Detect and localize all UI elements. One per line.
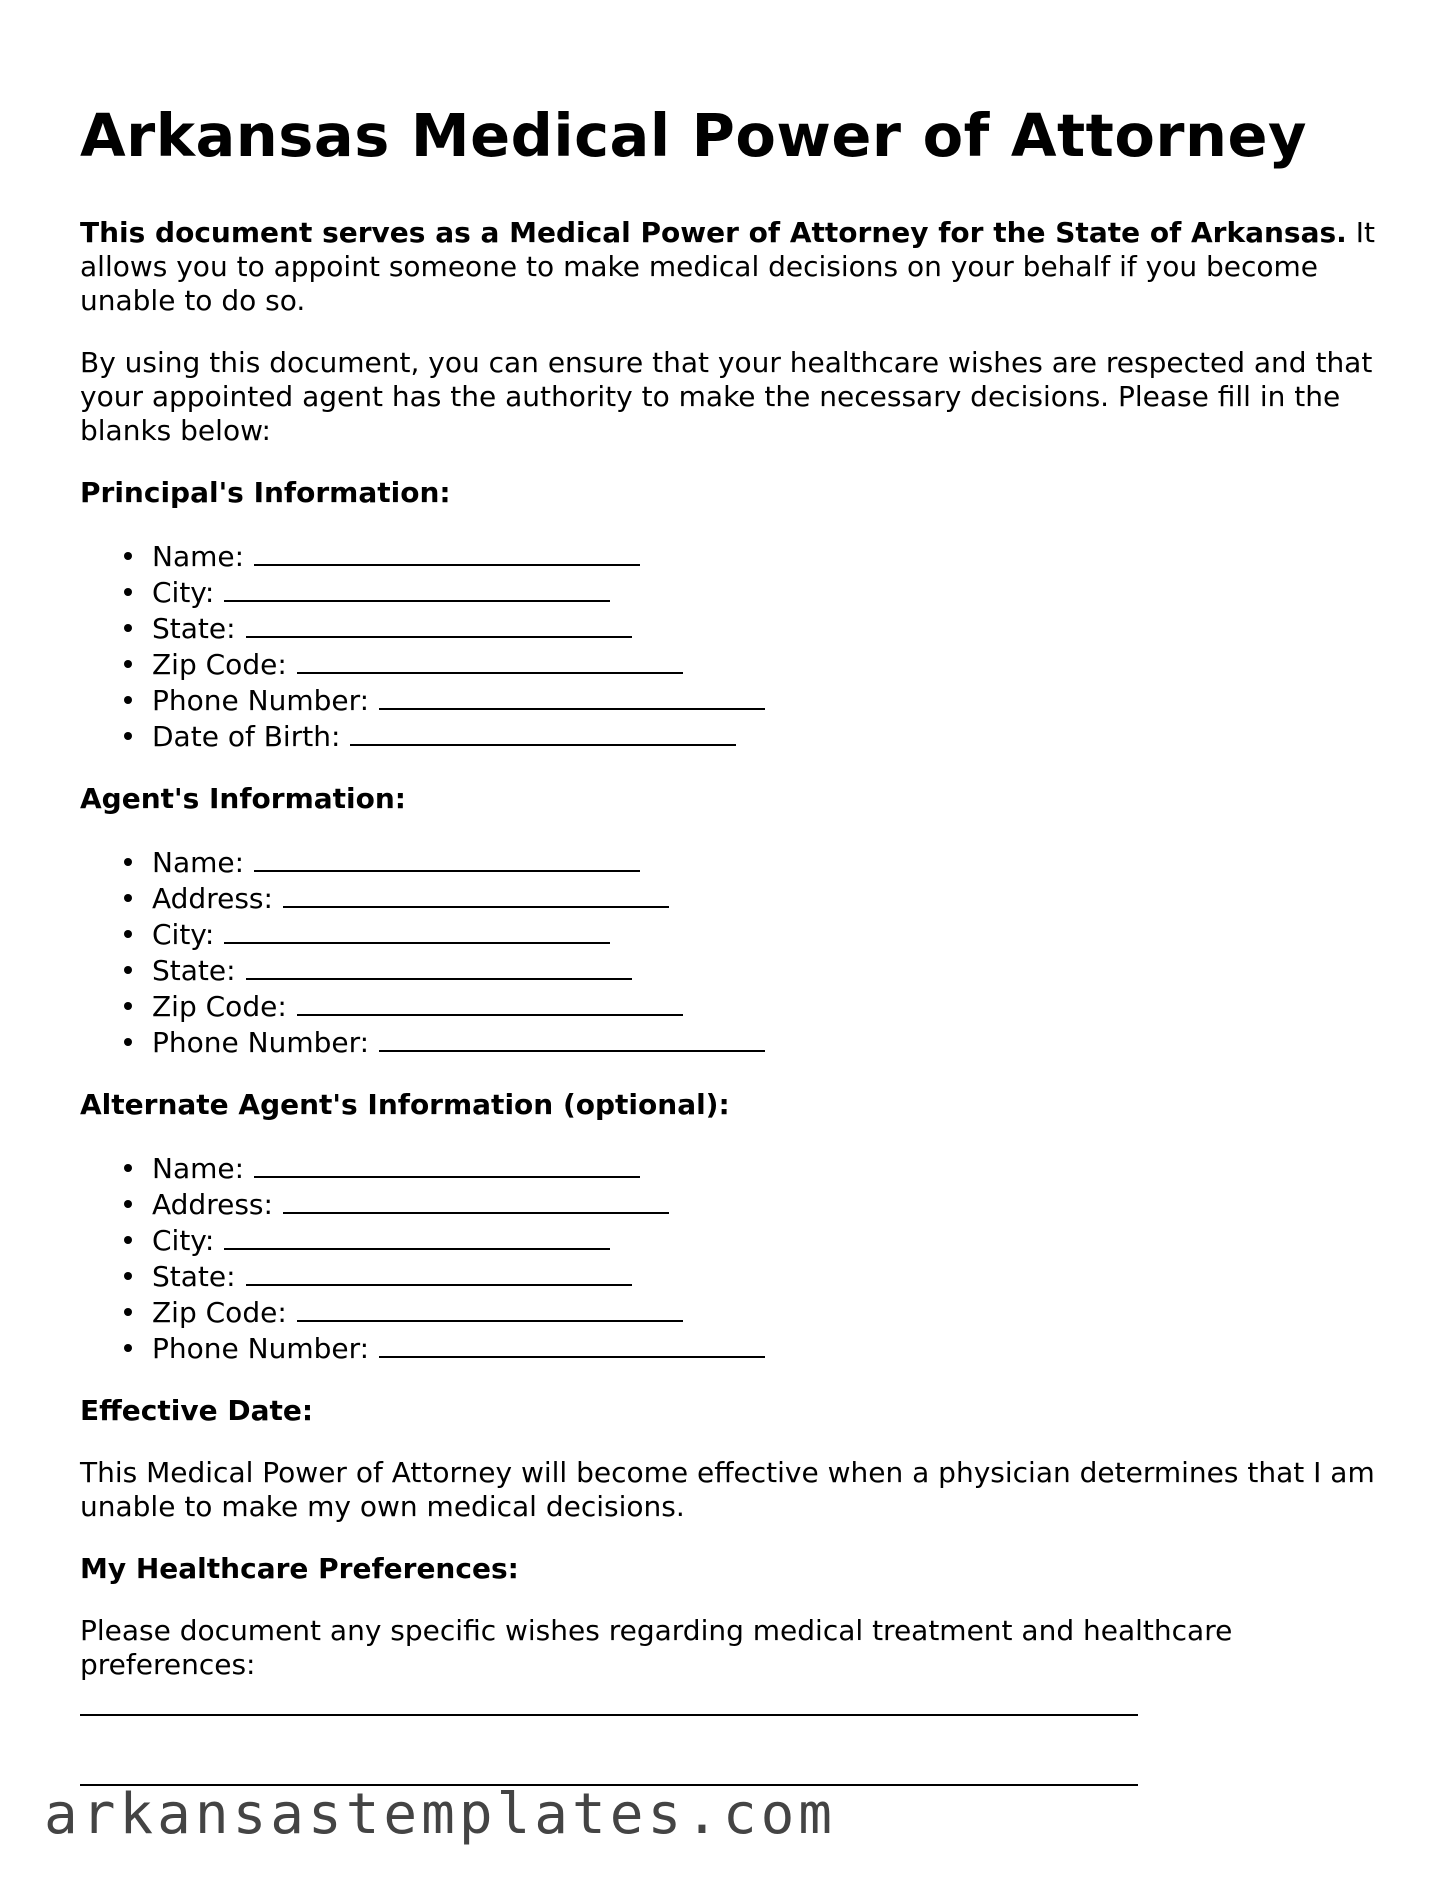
principal-city-blank[interactable] bbox=[224, 574, 610, 602]
preferences-line-1[interactable] bbox=[80, 1714, 1138, 1716]
agent-fields bbox=[80, 844, 1380, 1060]
effective-date-heading: Effective Date: bbox=[80, 1394, 314, 1427]
field-label: Phone Number: bbox=[152, 1332, 370, 1365]
document-title: Arkansas Medical Power of Attorney bbox=[80, 101, 1307, 170]
agent-zip-item bbox=[152, 988, 1380, 1024]
document-page bbox=[80, 96, 1380, 1854]
alt-agent-zip-item bbox=[152, 1294, 1380, 1330]
field-label: Date of Birth: bbox=[152, 720, 341, 753]
principal-phone-item bbox=[152, 682, 1380, 718]
principal-city-item bbox=[152, 574, 1380, 610]
principal-dob-blank[interactable] bbox=[350, 718, 736, 746]
field-label: State: bbox=[152, 954, 236, 987]
field-label: Phone Number: bbox=[152, 684, 370, 717]
field-label: Address: bbox=[152, 882, 273, 915]
field-label: City: bbox=[152, 576, 215, 609]
alt-agent-city-blank[interactable] bbox=[224, 1222, 610, 1250]
intro-paragraph bbox=[80, 216, 1380, 318]
alt-agent-zip-blank[interactable] bbox=[297, 1294, 683, 1322]
alt-agent-name-blank[interactable] bbox=[254, 1150, 640, 1178]
instructions-paragraph: By using this document, you can ensure that your healthcare wishes are respected and that your appointed agent has the authority to make the necessary decisions. Please fill in the blanks below: bbox=[80, 346, 1373, 447]
agent-heading: Agent's Information: bbox=[80, 782, 407, 815]
field-label: City: bbox=[152, 1224, 215, 1257]
agent-phone-blank[interactable] bbox=[379, 1024, 765, 1052]
agent-zip-blank[interactable] bbox=[297, 988, 683, 1016]
intro-bold-text: This document serves as a Medical Power of Attorney for the State of Arkansas. bbox=[80, 216, 1347, 249]
alternate-agent-fields bbox=[80, 1150, 1380, 1366]
principal-state-blank[interactable] bbox=[246, 610, 632, 638]
preferences-write-lines bbox=[80, 1714, 1380, 1786]
field-label: City: bbox=[152, 918, 215, 951]
field-label: Zip Code: bbox=[152, 990, 287, 1023]
principal-dob-item bbox=[152, 718, 1380, 754]
field-label: Phone Number: bbox=[152, 1026, 370, 1059]
agent-name-blank[interactable] bbox=[254, 844, 640, 872]
principal-phone-blank[interactable] bbox=[379, 682, 765, 710]
alt-agent-phone-blank[interactable] bbox=[379, 1330, 765, 1358]
alt-agent-state-item bbox=[152, 1258, 1380, 1294]
agent-name-item bbox=[152, 844, 1380, 880]
agent-city-item bbox=[152, 916, 1380, 952]
alt-agent-name-item bbox=[152, 1150, 1380, 1186]
principal-name-item bbox=[152, 538, 1380, 574]
alt-agent-city-item bbox=[152, 1222, 1380, 1258]
field-label: Address: bbox=[152, 1188, 273, 1221]
principal-zip-blank[interactable] bbox=[297, 646, 683, 674]
intro-text: It allows you to appoint someone to make medical decisions on your behalf if you become unable to do so. bbox=[80, 216, 1375, 317]
alt-agent-state-blank[interactable] bbox=[246, 1258, 632, 1286]
agent-state-blank[interactable] bbox=[246, 952, 632, 980]
agent-address-item bbox=[152, 880, 1380, 916]
alternate-agent-heading: Alternate Agent's Information (optional): bbox=[80, 1088, 730, 1121]
agent-phone-item bbox=[152, 1024, 1380, 1060]
field-label: Name: bbox=[152, 540, 245, 573]
preferences-text: Please document any specific wishes regarding medical treatment and healthcare preferences: bbox=[80, 1614, 1233, 1681]
agent-city-blank[interactable] bbox=[224, 916, 610, 944]
principal-heading: Principal's Information: bbox=[80, 476, 451, 509]
field-label: Name: bbox=[152, 1152, 245, 1185]
alt-agent-address-item bbox=[152, 1186, 1380, 1222]
agent-state-item bbox=[152, 952, 1380, 988]
principal-state-item bbox=[152, 610, 1380, 646]
field-label: Name: bbox=[152, 846, 245, 879]
field-label: Zip Code: bbox=[152, 1296, 287, 1329]
principal-name-blank[interactable] bbox=[254, 538, 640, 566]
preferences-heading: My Healthcare Preferences: bbox=[80, 1552, 519, 1585]
alt-agent-address-blank[interactable] bbox=[283, 1186, 669, 1214]
field-label: State: bbox=[152, 612, 236, 645]
field-label: State: bbox=[152, 1260, 236, 1293]
agent-address-blank[interactable] bbox=[283, 880, 669, 908]
effective-date-text: This Medical Power of Attorney will become effective when a physician determines that I am unable to make my own medical decisions. bbox=[80, 1456, 1375, 1523]
watermark-text: arkansastemplates.com bbox=[44, 1782, 837, 1847]
principal-fields bbox=[80, 538, 1380, 754]
field-label: Zip Code: bbox=[152, 648, 287, 681]
alt-agent-phone-item bbox=[152, 1330, 1380, 1366]
principal-zip-item bbox=[152, 646, 1380, 682]
